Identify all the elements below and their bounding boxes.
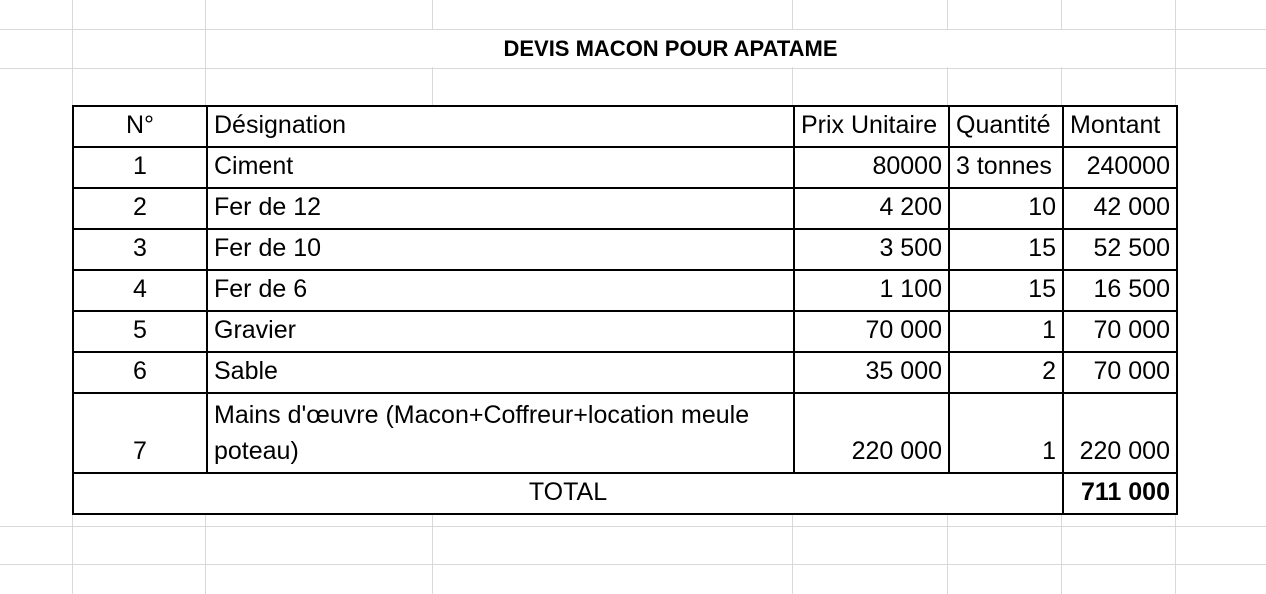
header-cell-designation[interactable]: Désignation	[207, 106, 794, 147]
cell-designation[interactable]: Gravier	[207, 311, 794, 352]
cell-no[interactable]: 3	[73, 229, 207, 270]
cell-amount[interactable]: 70 000	[1063, 352, 1177, 393]
table-row	[73, 229, 1177, 270]
cell-quantity[interactable]: 1	[949, 393, 1063, 473]
cell-amount[interactable]: 16 500	[1063, 270, 1177, 311]
cell-unit-price[interactable]: 3 500	[794, 229, 949, 270]
table-row	[73, 311, 1177, 352]
cell-designation[interactable]: Sable	[207, 352, 794, 393]
total-amount-cell[interactable]: 711 000	[1063, 473, 1177, 514]
cell-designation[interactable]: Fer de 12	[207, 188, 794, 229]
cell-designation[interactable]: Fer de 10	[207, 229, 794, 270]
gridline	[0, 68, 1266, 69]
gridline	[0, 564, 1266, 565]
sheet-title-cell[interactable]	[207, 30, 1174, 67]
table-row	[73, 188, 1177, 229]
quote-table	[72, 105, 1178, 515]
cell-amount[interactable]: 240000	[1063, 147, 1177, 188]
cell-quantity[interactable]: 10	[949, 188, 1063, 229]
cell-no[interactable]: 5	[73, 311, 207, 352]
cell-quantity[interactable]: 2	[949, 352, 1063, 393]
header-cell-unit-price[interactable]: Prix Unitaire	[794, 106, 949, 147]
cell-designation[interactable]: Fer de 6	[207, 270, 794, 311]
cell-no[interactable]: 1	[73, 147, 207, 188]
sheet-title: DEVIS MACON POUR APATAME	[503, 35, 838, 61]
cell-unit-price[interactable]: 220 000	[794, 393, 949, 473]
table-row	[73, 147, 1177, 188]
total-label-cell[interactable]: TOTAL	[73, 473, 1063, 514]
table-header-row	[73, 106, 1177, 147]
cell-no[interactable]: 7	[73, 393, 207, 473]
cell-quantity[interactable]: 3 tonnes	[949, 147, 1063, 188]
cell-designation[interactable]: Ciment	[207, 147, 794, 188]
total-row	[73, 473, 1177, 514]
header-cell-amount[interactable]: Montant	[1063, 106, 1177, 147]
cell-unit-price[interactable]: 1 100	[794, 270, 949, 311]
cell-unit-price[interactable]: 70 000	[794, 311, 949, 352]
cell-quantity[interactable]: 15	[949, 229, 1063, 270]
cell-amount[interactable]: 52 500	[1063, 229, 1177, 270]
gridline	[0, 526, 1266, 527]
header-cell-no[interactable]: N°	[73, 106, 207, 147]
cell-unit-price[interactable]: 4 200	[794, 188, 949, 229]
cell-quantity[interactable]: 15	[949, 270, 1063, 311]
cell-quantity[interactable]: 1	[949, 311, 1063, 352]
cell-amount[interactable]: 220 000	[1063, 393, 1177, 473]
cell-unit-price[interactable]: 35 000	[794, 352, 949, 393]
cell-no[interactable]: 6	[73, 352, 207, 393]
table-row	[73, 393, 1177, 473]
table-row	[73, 352, 1177, 393]
cell-amount[interactable]: 70 000	[1063, 311, 1177, 352]
cell-unit-price[interactable]: 80000	[794, 147, 949, 188]
cell-amount[interactable]: 42 000	[1063, 188, 1177, 229]
cell-designation[interactable]: Mains d'œuvre (Macon+Coffreur+location meule poteau)	[207, 393, 794, 473]
header-cell-quantity[interactable]: Quantité	[949, 106, 1063, 147]
cell-no[interactable]: 2	[73, 188, 207, 229]
table-row	[73, 270, 1177, 311]
cell-no[interactable]: 4	[73, 270, 207, 311]
